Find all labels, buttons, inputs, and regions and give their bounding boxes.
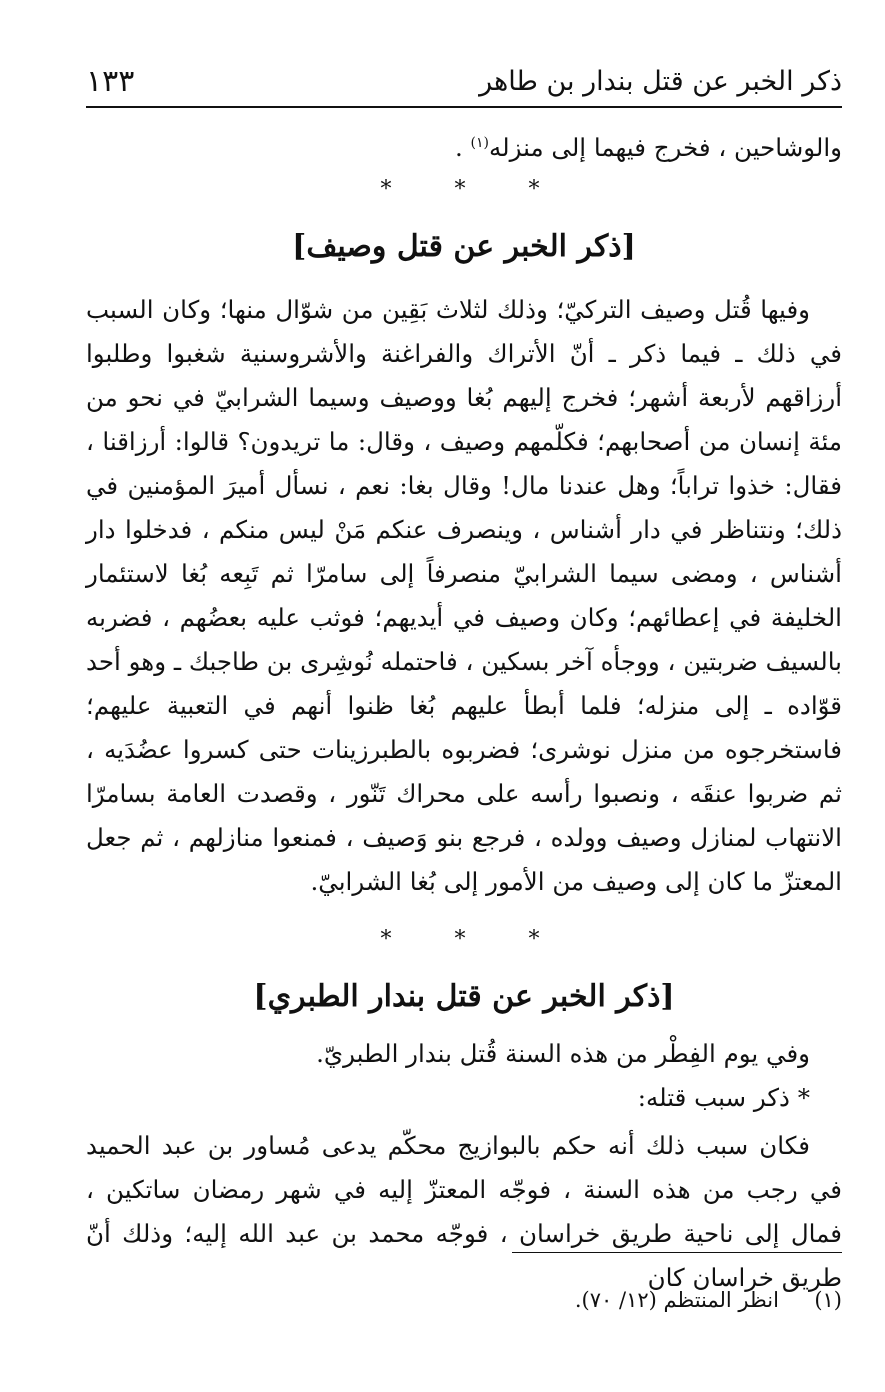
section-separator: * * *	[380, 177, 568, 202]
paragraph-cause-heading: * ذكر سبب قتله:	[637, 1083, 810, 1112]
paragraph-bundar-intro: وفي يوم الفِطْر من هذه السنة قُتل بندار الطبريّ.	[316, 1039, 810, 1068]
footnote-rule	[512, 1252, 842, 1253]
continuation-paragraph	[86, 126, 842, 170]
continuation-end: .	[454, 133, 471, 162]
paragraph-cause: فكان سبب ذلك أنه حكم بالبوازيج محكّم يدعى مُساور بن عبد الحميد في رجب من هذه السنة ، فوجّه المعتزّ إليه في شهر رمضان ساتكين ، فمال إلى ناحية طريق خراسان ، فوجّه محمد بن عبد الله إليه؛ وذلك أنّ طريق خراسان كان	[86, 1131, 842, 1292]
footnote-item	[86, 1283, 842, 1317]
footnote-text: انظر المنتظم (١٢/ ٧٠).	[574, 1288, 779, 1312]
footnote-marker: (١)	[470, 134, 489, 151]
continuation-text: والوشاحين ، فخرج فيهما إلى منزله	[488, 133, 842, 162]
running-title: ذكر الخبر عن قتل بندار بن طاهر	[479, 66, 842, 97]
main-text	[86, 126, 842, 1300]
section-heading-wasif: [ذكر الخبر عن قتل وصيف]	[292, 229, 636, 264]
footnotes	[86, 1252, 842, 1317]
footnote-number: (١)	[814, 1288, 842, 1312]
paragraph-wasif-killing: وفيها قُتل وصيف التركيّ؛ وذلك لثلاث بَقِين من شوّال منها؛ وكان السبب في ذلك ـ فيما ذكر ـ أنّ الأتراك والفراغنة والأشروسنية شغبوا وطلبوا أرزاقهم لأربعة أشهر؛ فخرج إليهم بُغا ووصيف وسيما الشرابيّ في نحو من مئة إنسان من أصحابهم؛ فكلّمهم وصيف ، وقال: ما تريدون؟ قالوا: أرزاقنا ، فقال: خذوا تراباً؛ وهل عندنا مال! وقال بغا: نعم ، نسأل أميرَ المؤمنين في ذلك؛ ونتناظر في دار أشناس ، وينصرف عنكم مَنْ ليس منكم ، فدخلوا دار أشناس ، ومضى سيما الشرابيّ منصرفاً إلى سامرّا ثم تَبِعه بُغا لاستئمار الخليفة في إعطائهم؛ وكان وصيف في أيديهم؛ فوثب عليه بعضُهم ، فضربه بالسيف ضربتين ، ووجأه آخر بسكين ، فاحتمله نُوشِرى بن طاجبك ـ وهو أحد قوّاده ـ إلى منزله؛ فلما أبطأ عليهم بُغا ظنوا أنهم في التعبية عليهم؛ فاستخرجوه من منزل نوشرى؛ فضربوه بالطبرزينات حتى كسروا عضُدَيه ، ثم ضربوا عنقَه ، ونصبوا رأسه على محراك تَنّور ، وقصدت العامة بسامرّا الانتهاب لمنازل وصيف وولده ، فرجع بنو وَصيف ، فمنعوا منازلهم ، ثم جعل المعتزّ ما كان إلى وصيف من الأمور إلى بُغا الشرابيّ.	[86, 295, 842, 896]
section-heading-bundar: [ذكر الخبر عن قتل بندار الطبري]	[253, 979, 675, 1014]
page-number: ١٣٣	[86, 64, 135, 99]
section-separator: * * *	[380, 927, 568, 952]
page-header	[86, 64, 842, 108]
